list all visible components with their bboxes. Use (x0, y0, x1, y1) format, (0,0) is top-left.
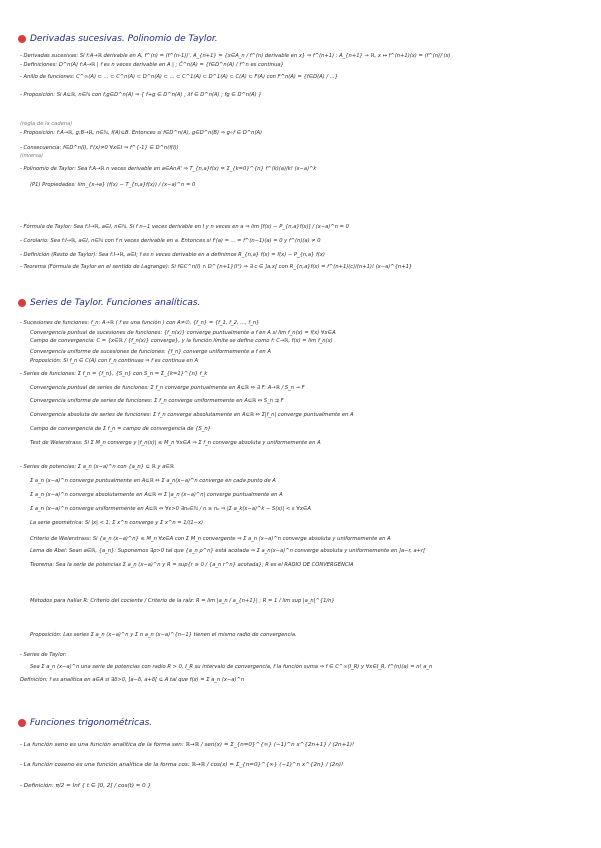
note-line: - Sucesiones de funciones: f_n: A→ℝ ( f es una función ) con A≠∅, {f_n} = {f_1, f_2, ..., f_n} (20, 320, 260, 326)
note-line: Test de Weierstrass: Si Σ M_n converge y |f_n(x)| ≤ M_n ∀x∈A ⇒ Σ f_n converge absoluta y uniformemente en A (30, 440, 321, 446)
note-line: (inversa) (20, 153, 44, 159)
section-bullet-icon (18, 35, 26, 43)
section-bullet-icon (18, 299, 26, 307)
note-line: - La función coseno es una función analítica de la forma cos: ℝ→ℝ / cos(x) = Σ_{n=0}^{∞} (−1)^n x^{2n} / (2n)! (20, 762, 344, 768)
note-line: Convergencia puntual de sucesiones de funciones: {f_n(x)} converge puntualmente a f en A si lim f_n(x) = f(x) ∀x∈A (30, 330, 336, 336)
note-line: Campo de convergencia: C = {x∈ℝ / {f_n(x)} converge}, y la función límite se define como f: C→ℝ, f(x) = lim f_n(x) (30, 338, 333, 344)
note-line: Σ a_n (x−a)^n converge absolutamente en A⊆ℝ ⇔ Σ |a_n (x−a)^n| converge puntualmente en A (30, 492, 283, 498)
note-line: Definición: f es analítica en a∈A si ∃δ>0, ]a−δ, a+δ[ ⊆ A tal que f(x) = Σ a_n (x−a)^n (20, 677, 245, 683)
note-line: - Teorema (Fórmula de Taylor en el sentido de Lagrange): Si f∈C^n(I) ∩ D^{n+1}(I°) ⇒ ∃ c ∈ ]a,x[ con R_{n,a}f(x) = f^(n+1)(c)/(n+1)! (x−a)^{n+1} (20, 264, 413, 270)
note-line: Teorema: Sea la serie de potencias Σ a_n (x−a)^n y R = sup{r ≥ 0 / {a_n r^n} acotada}; R es el RADIO DE CONVERGENCIA (30, 562, 354, 568)
note-line: - Series de funciones: Σ f_n = {f_n}, {S_n} con S_n = Σ_{k=1}^{n} f_k (20, 371, 208, 377)
section-title-text: Series de Taylor. Funciones analíticas. (30, 298, 201, 308)
note-line: Proposición: Las series Σ a_n (x−a)^n y Σ n a_n (x−a)^{n−1} tienen el mismo radio de convergencia. (30, 632, 297, 638)
section-title-trig (18, 718, 152, 728)
section-title-series (18, 298, 200, 308)
note-line: Σ a_n (x−a)^n converge puntualmente en A⊆ℝ ⇔ Σ a_n(x−a)^n converge en cada punto de A (30, 478, 276, 484)
section-title-text: Derivadas sucesivas. Polinomio de Taylor. (30, 34, 218, 44)
note-line: Convergencia uniforme de series de funciones: Σ f_n converge uniformemente en A⊆ℝ ⇔ S_n ⇉ F (30, 398, 284, 404)
note-line: Lema de Abel: Sean a∈ℝ, {a_n}: Suponemos ∃ρ>0 tal que {a_n ρ^n} está acotada ⇒ Σ a_n(x−a)^n converge absoluta y uniformemente en ]a−r, a+r[ (30, 548, 426, 554)
note-line: - Definición (Resto de Taylor): Sea f:I→ℝ, a∈I; f es n veces derivable en a definimos R_{n,a} f(x) = f(x) − P_{n,a} f(x) (20, 252, 325, 258)
note-line: (regla de la cadena) (20, 121, 73, 127)
note-line: Convergencia absoluta de series de funciones: Σ f_n converge absolutamente en A⊆ℝ ⇔ Σ|f_n| converge puntualmente en A (30, 412, 354, 418)
note-line: - Proposición: f:A→ℝ, g:B→ℝ, n∈ℕ, f(A)⊆B. Entonces si f∈D^n(A), g∈D^n(B) ⇒ g∘f ∈ D^n(A) (20, 130, 263, 136)
section-title-taylor (18, 34, 218, 44)
note-line: (P1) Propiedades: lim_{x→a} (f(x) − T_{n,a}f(x)) / (x−a)^n = 0 (30, 182, 196, 188)
note-line: - Corolario: Sea f:I→ℝ, a∈I, n∈ℕ con f n veces derivable en a. Entonces si f'(a) = ... = f^(n−1)(a) = 0 y f^(n)(a) ≠ 0 (20, 238, 321, 244)
note-line: - Proposición: Si A⊆ℝ, n∈ℕ con f,g∈D^n(A) ⇒ { f+g ∈ D^n(A) ; λf ∈ D^n(A) ; fg ∈ D^n(A) } (20, 92, 262, 98)
note-line: - Polinomio de Taylor: Sea f:A→ℝ n veces derivable en a∈A∩A' ⇒ T_{n,a}f(x) = Σ_{k=0}^{n} f^(k)(a)/k! (x−a)^k (20, 166, 317, 172)
note-line: - Series de potencias: Σ a_n (x−a)^n con {a_n} ⊆ ℝ y a∈ℝ (20, 464, 174, 470)
note-line: Métodos para hallar R: Criterio del cociente / Criterio de la raíz: R = lim |a_n / a_{n+1}| ; R = 1 / lim sup |a_n|^{1/n} (30, 598, 335, 604)
note-line: - Series de Taylor: (20, 652, 67, 658)
note-line: Criterio de Weierstrass: Si {a_n (x−a)^n} ≤ M_n ∀x∈A con Σ M_n convergente ⇒ Σ a_n (x−a)^n converge absoluta y uniformemente en A (30, 536, 391, 542)
note-line: Campo de convergencia de Σ f_n = campo de convergencia de {S_n} (30, 426, 211, 432)
note-line: - La función seno es una función analítica de la forma sen: ℝ→ℝ / sen(x) = Σ_{n=0}^{∞} (−1)^n x^{2n+1} / (2n+1)! (20, 742, 355, 748)
section-bullet-icon (18, 719, 26, 727)
note-line: - Definiciones: D^n(A) f:A→ℝ | f es n veces derivable en A | ; Ĉ^n(A) = {f∈D^n(A) / f^n es continua} (20, 62, 284, 68)
note-line: - Anillo de funciones: C^∞(A) ⊂ ... ⊂ C^n(A) ⊂ D^n(A) ⊂ ... ⊂ C^1(A) ⊂ D^1(A) ⊂ C(A) ⊂ F(A) con F^n(A) = {f∈D(A) / ...} (20, 74, 339, 80)
note-line: - Consecuencia: f∈D^n(I), f'(x)≠0 ∀x∈I ⇒ f^{-1} ∈ D^n(f(I)) (20, 145, 179, 151)
note-line: Sea Σ a_n (x−a)^n una serie de potencias con radio R > 0, I_R su intervalo de convergencia, f la función suma ⇒ f ∈ C^∞(I_R) y ∀x∈I_R, f^(n)(a) = n! a_n (30, 664, 433, 670)
note-line: - Fórmula de Taylor: Sea f:I→ℝ, a∈I, n∈ℕ. Si f n−1 veces derivable en I y n veces en a ⇒ lim [f(x) − P_{n,a}f(x)] / (x−a)^n = 0 (20, 224, 349, 230)
note-line: Σ a_n (x−a)^n converge uniformemente en A⊆ℝ ⇔ ∀ε>0 ∃n₀∈ℕ / n ≥ n₀ ⇒ |Σ a_k(x−a)^k − S(x)| < ε ∀x∈A (30, 506, 311, 512)
note-line: Convergencia uniforme de sucesiones de funciones: {f_n} converge uniformemente a f en A (30, 349, 271, 355)
note-line: - Definición: π/2 = Inf { t ∈ ]0, 2[ / cos(t) = 0 } (20, 783, 152, 789)
note-line: - Derivadas sucesivas: Si f:A→ℝ derivable en A, f^(n) = (f^(n-1))', A_{n+1} = {x∈A_n / f^(n) derivable en x} ⇒ f^(n+1) : A_{n+1} → ℝ, x ↦ f^(n+1)(x) = (f^(n))'(x) (20, 53, 451, 59)
section-title-text: Funciones trigonométricas. (30, 718, 153, 728)
note-line: Convergencia puntual de series de funciones: Σ f_n converge puntualmente en A⊆ℝ ⇔ ∃ F: A→ℝ / S_n → F (30, 385, 305, 391)
note-line: La serie geométrica: Si |x| < 1, Σ x^n converge y Σ x^n = 1/(1−x) (30, 520, 204, 526)
note-line: Proposición: Si f_n ∈ C(A) con f_n continuas ⇒ f es continua en A (30, 358, 199, 364)
